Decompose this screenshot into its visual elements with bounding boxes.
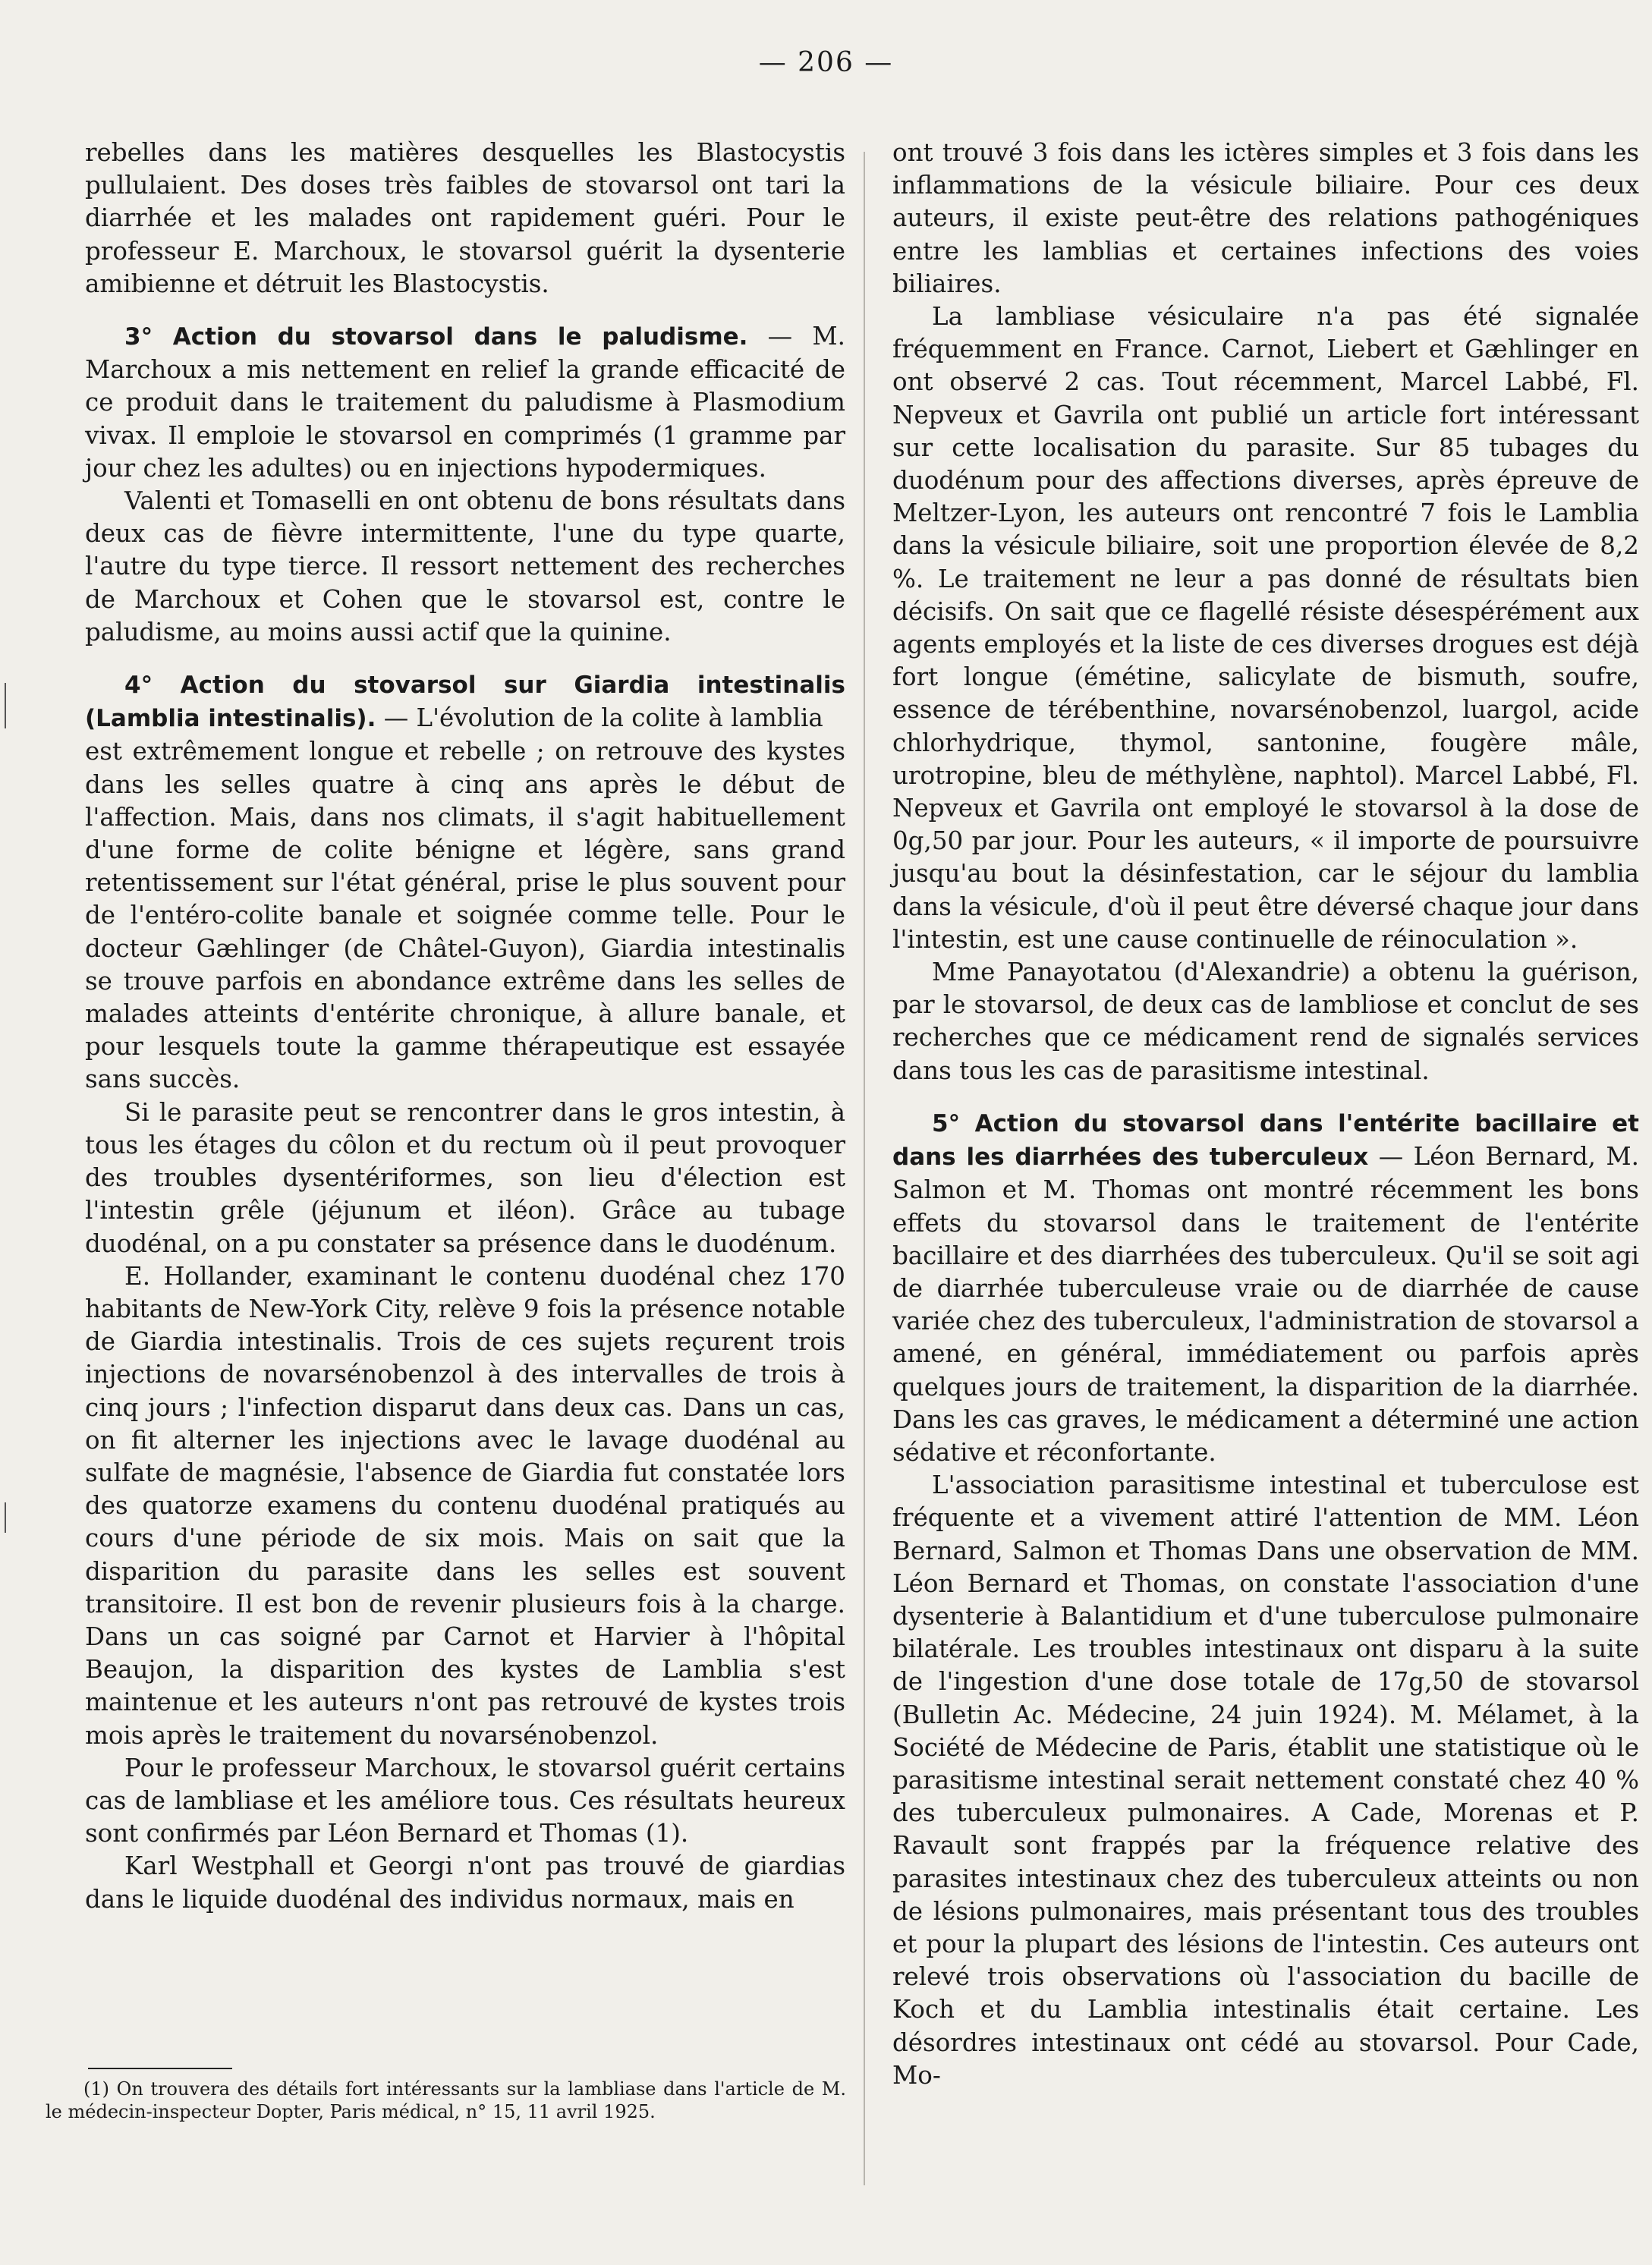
paragraph: ont trouvé 3 fois dans les ictères simples et 3 fois dans les inflammations de la vésicule biliaire. Pour ces deux auteurs, il existe peut-être des relations pathogéniques entre les lamblias et certaines infections des voies biliaires.: [892, 138, 1639, 298]
paragraph: Pour le professeur Marchoux, le stovarsol guérit certains cas de lambliase et les améliore tous. Ces résultats heureux sont confirmés par Léon Bernard et Thomas (1).: [85, 1753, 845, 1848]
footnote: [46, 2078, 846, 2123]
section-text: — M. Marchoux a mis nettement en relief la grande efficacité de ce produit dans le traitement du paludisme à Plasmodium vivax. Il emploie le stovarsol en comprimés (1 gramme par jour chez les adultes) ou en injections hypodermiques.: [85, 322, 845, 483]
section-4: [85, 668, 845, 735]
paragraph: E. Hollander, examinant le contenu duodénal chez 170 habitants de New-York City, relève 9 fois la présence notable de Giardia intestinalis. Trois de ces sujets reçurent trois injections de novarsénobenzol à des intervalles de trois à cinq jours ; l'infection disparut dans deux cas. Dans un cas, on fit alterner les injections avec le lavage duodénal au sulfate de magnésie, l'absence de Giardia fut constatée lors des quatorze examens du contenu duodénal pratiqués au cours d'une période de six mois. Mais on sait que la disparition du parasite dans les selles est souvent transitoire. Il est bon de revenir plusieurs fois à la charge. Dans un cas soigné par Carnot et Harvier à l'hôpital Beaujon, la disparition des kystes de Lamblia s'est maintenue et les auteurs n'ont pas retrouvé de kystes trois mois après le traitement du novarsénobenzol.: [85, 1261, 845, 1750]
section-5: [892, 1107, 1639, 1469]
right-column: [892, 137, 1639, 2092]
section-text: — L'évolution de la colite à lamblia: [376, 703, 823, 733]
footnote-text: (1) On trouvera des détails fort intéressants sur la lambliase dans l'article de M. le médecin-inspecteur Dopter, Paris médical, n° 15, 11 avril 1925.: [46, 2078, 846, 2122]
section-heading: 5° Action du stovarsol dans l'entérite bacillaire et dans les diarrhées des tuberculeux: [892, 1109, 1639, 1172]
paragraph: Si le parasite peut se rencontrer dans le gros intestin, à tous les étages du côlon et du rectum où il peut provoquer des troubles dysentériformes, son lieu d'élection est l'intestin grêle (jéjunum et iléon). Grâce au tubage duodénal, on a pu constater sa présence dans le duodénum.: [85, 1097, 845, 1258]
section-heading: 3° Action du stovarsol dans le paludisme.: [124, 323, 748, 351]
paragraph: Karl Westphall et Georgi n'ont pas trouvé de giardias dans le liquide duodénal des individus normaux, mais en: [85, 1851, 845, 1914]
footnote-rule: [88, 2068, 232, 2069]
paragraph: est extrêmement longue et rebelle ; on retrouve des kystes dans les selles quatre à cinq ans après le début de l'affection. Mais, dans nos climats, il s'agit habituellement d'une forme de colite bénigne et légère, sans grand retentissement sur l'état général, prise le plus souvent pour de l'entéro-colite banale et soignée comme telle. Pour le docteur Gæhlinger (de Châtel-Guyon), Giardia intestinalis se trouve parfois en abondance extrême dans les selles de malades atteints d'entérite chronique, à allure banale, et pour lesquels toute la gamme thérapeutique est essayée sans succès.: [85, 737, 845, 1094]
section-3: [85, 320, 845, 485]
section-text: — Léon Bernard, M. Salmon et M. Thomas ont montré récemment les bons effets du stovarsol dans le traitement de l'entérite bacillaire et des diarrhées des tuberculeux. Qu'il se soit agi de diarrhée tuberculeuse vraie ou de diarrhée de cause variée chez des tuberculeux, l'administration de stovarsol a amené, en général, immédiatement ou parfois après quelques jours de traitement, la disparition de la diarrhée. Dans les cas graves, le médicament a déterminé une action sédative et réconfortante.: [892, 1142, 1639, 1467]
paragraph: Valenti et Tomaselli en ont obtenu de bons résultats dans deux cas de fièvre intermittente, l'une du type quarte, l'autre du type tierce. Il ressort nettement des recherches de Marchoux et Cohen que le stovarsol est, contre le paludisme, au moins aussi actif que la quinine.: [85, 486, 845, 646]
page-number: — 206 —: [758, 47, 894, 78]
paragraph: L'association parasitisme intestinal et tuberculose est fréquente et a vivement attiré l'attention de MM. Léon Bernard, Salmon et Thomas Dans une observation de MM. Léon Bernard et Thomas, on constate l'association d'une dysenterie à Balantidium et d'une tuberculose pulmonaire bilatérale. Les troubles intestinaux ont disparu à la suite de l'ingestion d'une dose totale de 17g,50 de stovarsol (Bulletin Ac. Médecine, 24 juin 1924). M. Mélamet, à la Société de Médecine de Paris, établit une statistique où le parasitisme intestinal serait nettement constaté chez 40 % des tuberculeux pulmonaires. A Cade, Morenas et P. Ravault sont frappés par la fréquence relative des parasites intestinaux chez des tuberculeux atteints ou non de lésions pulmonaires, mais présentant tous des troubles et pour la plupart des lésions de l'intestin. Ces auteurs ont relevé trois observations où l'association du bacille de Koch et du Lamblia intestinalis était certaine. Les désordres intestinaux ont cédé au stovarsol. Pour Cade, Mo-: [892, 1471, 1639, 2090]
paragraph: rebelles dans les matières desquelles les Blastocystis pullulaient. Des doses très faibles de stovarsol ont tari la diarrhée et les malades ont rapidement guéri. Pour le professeur E. Marchoux, le stovarsol guérit la dysenterie amibienne et détruit les Blastocystis.: [85, 138, 845, 298]
section-heading: 4° Action du stovarsol sur Giardia intestinalis (Lamblia intestinalis).: [85, 672, 845, 733]
paragraph: Mme Panayotatou (d'Alexandrie) a obtenu la guérison, par le stovarsol, de deux cas de lambliose et conclut de ses recherches que ce médicament rend de signalés services dans tous les cas de parasitisme intestinal.: [892, 958, 1639, 1085]
column-divider: [864, 152, 865, 2185]
scan-edge-mark: [5, 1502, 6, 1533]
paragraph: La lambliase vésiculaire n'a pas été signalée fréquemment en France. Carnot, Liebert et Gæhlinger en ont observé 2 cas. Tout récemment, Marcel Labbé, Fl. Nepveux et Gavrila ont publié un article fort intéressant sur cette localisation du parasite. Sur 85 tubages du duodénum pour des affections diverses, après épreuve de Meltzer-Lyon, les auteurs ont rencontré 7 fois le Lamblia dans la vésicule biliaire, soit une proportion élevée de 8,2 %. Le traitement ne leur a pas donné de résultats bien décisifs. On sait que ce flagellé résiste désespérément aux agents employés et la liste de ces diverses drogues est déjà fort longue (émétine, salicylate de bismuth, soufre, essence de térébenthine, novarsénobenzol, luargol, acide chlorhydrique, thymol, santonine, fougère mâle, urotropine, bleu de méthylène, naphtol). Marcel Labbé, Fl. Nepveux et Gavrila ont employé le stovarsol à la dose de 0g,50 par jour. Pour les auteurs, « il importe de poursuivre jusqu'au bout la désinfestation, car le séjour du lamblia dans la vésicule, d'où il peut être déversé chaque jour dans l'intestin, est une cause continuelle de réinoculation ».: [892, 302, 1639, 954]
left-column: [85, 137, 845, 1916]
scan-edge-mark: [5, 683, 6, 728]
